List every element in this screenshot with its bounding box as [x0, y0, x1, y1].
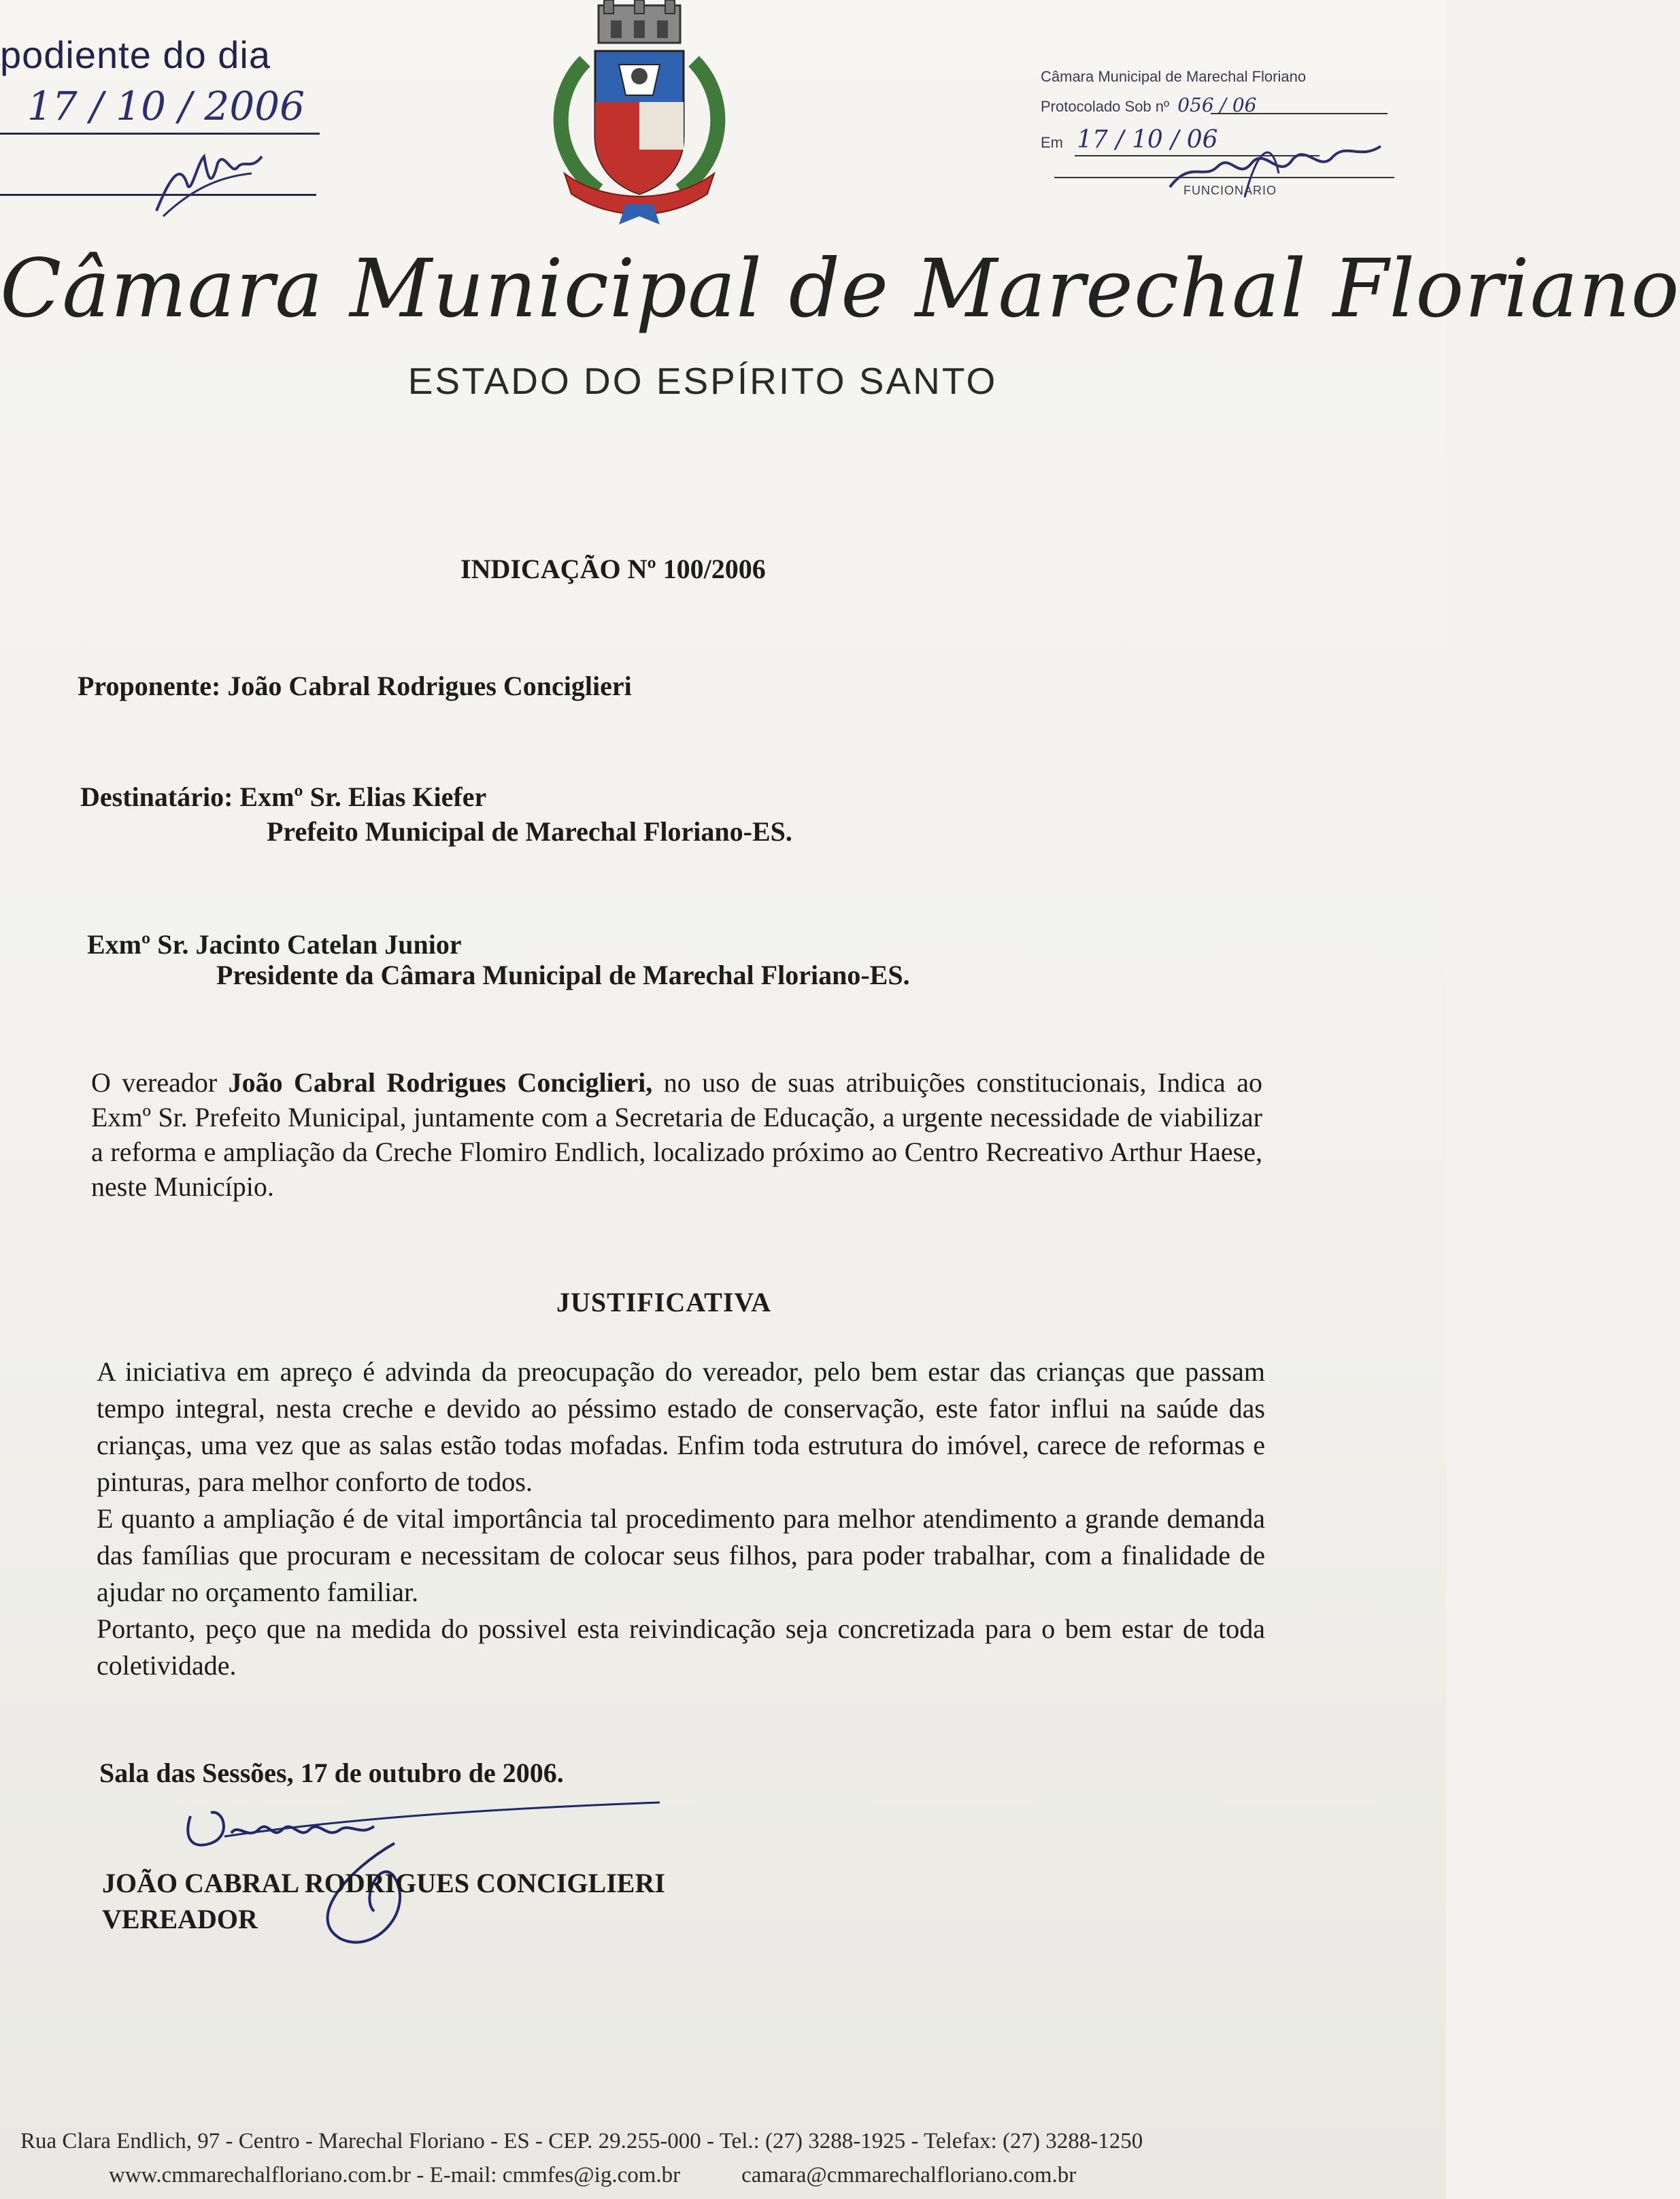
municipal-crest-icon — [537, 0, 741, 231]
stamp-line — [0, 133, 320, 135]
document-title: INDICAÇÃO Nº 100/2006 — [460, 554, 766, 584]
justification-paragraph: A iniciativa em apreço é advinda da preocupação do vereador, pelo bem estar das crianças que passam tempo integral, nesta creche e devido ao péssimo estado de conservação, este fator influi na saúde das crianças, uma vez que as salas estão todas mofadas. Enfim toda estrutura do imóvel, carece de reformas e pinturas, para melhor conforto de todos. — [97, 1356, 1265, 1497]
body-rest: no uso de suas atribuições constitucionais, Indica ao Exmº Sr. Prefeito Municipal, juntamente com a Secretaria de Educação, a urgente necessidade de viabilizar a reforma e ampliação da Creche Flomiro Endlich, localizado próximo ao Centro Recreativo Arthur Haese, neste Município. — [91, 1067, 1262, 1202]
closing-place-date: Sala das Sessões, 17 de outubro de 2006. — [99, 1758, 564, 1788]
recipient-2-role: Presidente da Câmara Municipal de Marechal Floriano-ES. — [216, 960, 910, 990]
state-name-text: ESTADO DO ESPÍRITO SANTO — [407, 360, 998, 402]
justification-paragraph: Portanto, peço que na medida do possivel esta reivindicação seja concretizada para o bem estar de toda coletividade. — [97, 1613, 1265, 1681]
proponent: Proponente: João Cabral Rodrigues Conciglieri — [78, 671, 632, 701]
agenda-stamp-title: podiente do dia — [0, 33, 271, 76]
recipient-1-role: Prefeito Municipal de Marechal Floriano-ES. — [267, 816, 792, 847]
protocol-stamp-header: Câmara Municipal de Marechal Floriano — [1041, 68, 1307, 85]
indication-body — [91, 1065, 1262, 1204]
footer-email-2: camara@cmmarechalfloriano.com.br — [741, 2163, 1077, 2187]
justification-paragraph: E quanto a ampliação é de vital importância tal procedimento para melhor atendimento a grande demanda das famílias que procuram e necessitam de colocar seus filhos, para poder trabalhar, com a finalidade de ajudar no orçamento familiar. — [97, 1503, 1265, 1607]
signer-role: VEREADOR — [102, 1904, 258, 1934]
chamber-name: Câmara Municipal de Marechal Floriano — [0, 241, 1680, 335]
agenda-stamp-date: 17 / 10 / 2006 — [27, 83, 305, 129]
body-start: O vereador — [91, 1067, 229, 1098]
stamp-line — [1211, 113, 1388, 114]
body-councilor-name: João Cabral Rodrigues Conciglieri, — [228, 1067, 653, 1098]
protocol-date-value: 17 / 10 / 06 — [1077, 126, 1218, 154]
agenda-stamp — [0, 20, 326, 197]
recipient-2: Exmº Sr. Jacinto Catelan Junior — [87, 929, 462, 960]
protocol-stamp — [1041, 68, 1408, 224]
justification-title: JUSTIFICATIVA — [556, 1287, 772, 1317]
footer-website-email: www.cmmarechalfloriano.com.br - E-mail: cmmfes@ig.com.br — [109, 2163, 681, 2187]
footer-address: Rua Clara Endlich, 97 - Centro - Marechal Floriano - ES - CEP. 29.255-000 - Tel.: (27) 3288-1925 - Telefax: (27) 3288-1250 — [20, 2129, 1143, 2153]
justification-body — [97, 1354, 1265, 1684]
signer-name: JOÃO CABRAL RODRIGUES CONCIGLIERI — [102, 1868, 665, 1898]
protocol-date-label: Em — [1041, 134, 1063, 151]
protocol-clerk-label: FUNCIONÁRIO — [1183, 184, 1277, 197]
state-name — [0, 359, 1446, 403]
protocol-number-value: 056 / 06 — [1177, 94, 1257, 116]
recipient-1: Destinatário: Exmº Sr. Elias Kiefer — [80, 782, 487, 812]
initials-signature — [150, 136, 272, 224]
clerk-signature — [1163, 133, 1388, 207]
protocol-number-label: Protocolado Sob nº — [1041, 98, 1170, 115]
footer-contacts — [109, 2163, 1076, 2188]
